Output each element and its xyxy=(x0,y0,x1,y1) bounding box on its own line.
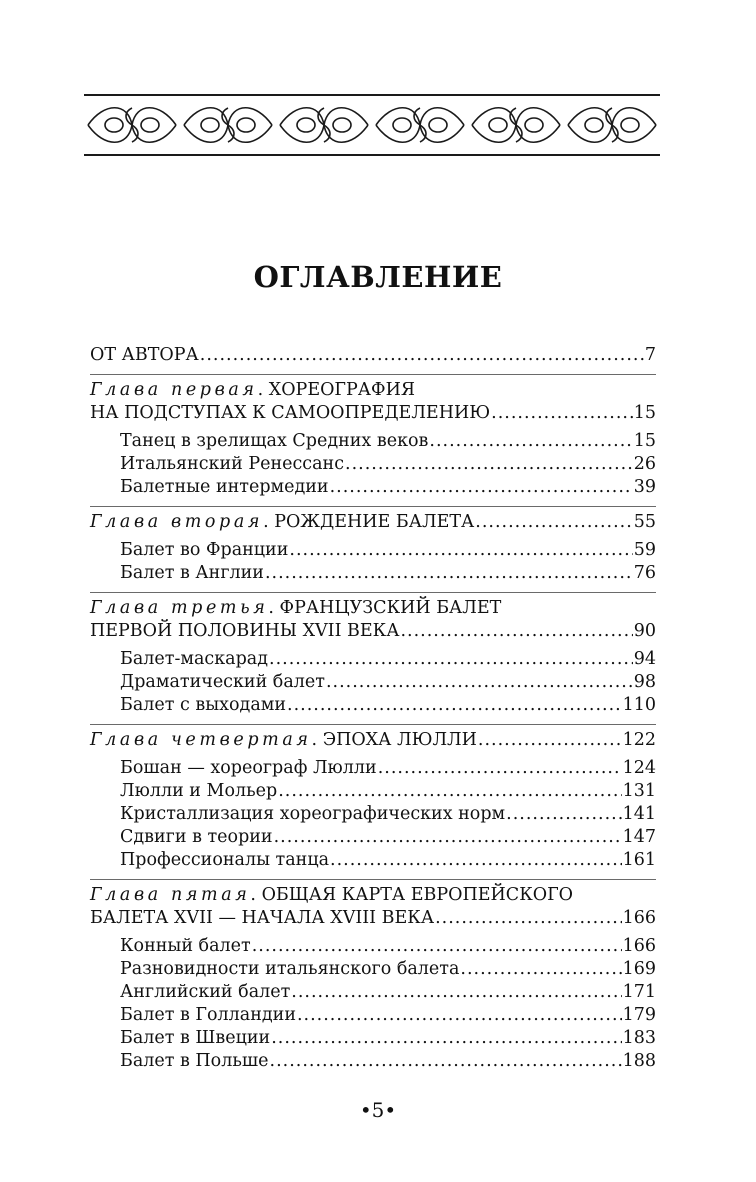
toc-subentry[interactable] xyxy=(90,849,656,872)
toc-subentry-page: 26 xyxy=(633,454,656,474)
toc-subentry-page: 141 xyxy=(622,804,656,824)
flourish-stroke xyxy=(585,118,603,132)
chapter-heading-line2[interactable] xyxy=(90,620,656,643)
leader-dots xyxy=(429,430,632,453)
toc-subentry-page: 59 xyxy=(633,540,656,560)
leader-dots xyxy=(289,539,632,562)
leader-dots xyxy=(435,907,622,930)
flourish-stroke xyxy=(525,118,543,132)
flourish-stroke xyxy=(237,118,255,132)
toc-section-chapter xyxy=(90,725,656,880)
leader-dots xyxy=(271,1027,621,1050)
flourish-stroke xyxy=(318,108,330,142)
toc-subentry[interactable] xyxy=(90,935,656,958)
toc-subentry-page: 94 xyxy=(633,649,656,669)
page-title: ОГЛАВЛЕНИЕ xyxy=(253,260,503,294)
chapter-heading[interactable] xyxy=(90,511,656,534)
chapter-subsections xyxy=(90,643,656,717)
chapter-title-line2: БАЛЕТА XVII — НАЧАЛА XVIII ВЕКА xyxy=(90,908,435,928)
toc-section-author xyxy=(90,340,656,375)
flourish-stroke xyxy=(297,118,315,132)
flourish-stroke xyxy=(510,108,522,142)
toc-subentry-page: 39 xyxy=(633,477,656,497)
chapter-title-line2: НА ПОДСТУПАХ К САМООПРЕДЕЛЕНИЮ xyxy=(90,403,491,423)
flourish-stroke xyxy=(105,118,123,132)
chapter-title: ЭПОХА ЛЮЛЛИ xyxy=(322,730,477,750)
chapter-label: Глава четвертая xyxy=(90,730,312,750)
leader-dots xyxy=(506,803,621,826)
toc-subentry-title: Балет во Франции xyxy=(120,540,289,560)
toc-subentry-title: Конный балет xyxy=(120,936,251,956)
leader-dots xyxy=(287,694,622,717)
flourish-ornament-icon xyxy=(84,98,660,152)
leader-dots xyxy=(460,958,621,981)
chapter-label: Глава пятая xyxy=(90,885,251,905)
toc-entry-author[interactable] xyxy=(90,344,656,367)
chapter-label-dot: . xyxy=(311,730,323,750)
toc-subentry-page: 161 xyxy=(622,850,656,870)
toc-entry-page: 7 xyxy=(644,345,656,365)
toc-section-chapter xyxy=(90,375,656,507)
toc-subentry-title: Люлли и Мольер xyxy=(120,781,278,801)
toc-subentry-page: 124 xyxy=(622,758,656,778)
toc-subentry[interactable] xyxy=(90,1027,656,1050)
leader-dots xyxy=(330,476,633,499)
toc-subentry[interactable] xyxy=(90,803,656,826)
leader-dots xyxy=(269,648,633,671)
toc-subentry-title: Профессионалы танца xyxy=(120,850,330,870)
toc-section-chapter xyxy=(90,593,656,725)
toc-subentry[interactable] xyxy=(90,648,656,671)
chapter-label: Глава вторая xyxy=(90,512,264,532)
toc-subentry[interactable] xyxy=(90,453,656,476)
toc-subentry-page: 98 xyxy=(633,672,656,692)
chapter-label-dot: . xyxy=(257,380,269,400)
toc-subentry[interactable] xyxy=(90,780,656,803)
toc-subentry-title: Танец в зрелищах Средних веков xyxy=(120,431,429,451)
toc-subentry-title: Разновидности итальянского балета xyxy=(120,959,460,979)
toc-subentry[interactable] xyxy=(90,430,656,453)
chapter-title: РОЖДЕНИЕ БАЛЕТА xyxy=(274,512,475,532)
leader-dots xyxy=(478,729,622,752)
toc-subentry[interactable] xyxy=(90,958,656,981)
leader-dots xyxy=(297,1004,622,1027)
flourish-stroke xyxy=(141,118,159,132)
toc-subentry-page: 15 xyxy=(633,431,656,451)
toc-subentry-page: 131 xyxy=(622,781,656,801)
toc-chapters xyxy=(90,375,656,1080)
flourish-stroke xyxy=(393,118,411,132)
toc-subentry[interactable] xyxy=(90,826,656,849)
toc-subentry-page: 183 xyxy=(622,1028,656,1048)
flourish-stroke xyxy=(429,118,447,132)
flourish-stroke xyxy=(126,108,138,142)
toc-subentry-title: Бошан — хореограф Люлли xyxy=(120,758,377,778)
toc-subentry-title: Балет в Швеции xyxy=(120,1028,271,1048)
chapter-subsections xyxy=(90,930,656,1073)
toc-subentry-page: 76 xyxy=(633,563,656,583)
leader-dots xyxy=(491,402,633,425)
toc-subentry[interactable] xyxy=(90,671,656,694)
leader-dots xyxy=(475,511,632,534)
flourish-stroke xyxy=(414,108,426,142)
toc-subentry-title: Английский балет xyxy=(120,982,291,1002)
chapter-page: 122 xyxy=(622,730,656,750)
table-of-contents xyxy=(90,340,656,1080)
decorative-ornament-band xyxy=(84,94,660,156)
chapter-heading-line1[interactable] xyxy=(90,379,656,402)
ornament-top-rule xyxy=(84,94,660,96)
toc-subentry-title: Кристаллизация хореографических норм xyxy=(120,804,506,824)
chapter-heading-line2[interactable] xyxy=(90,907,656,930)
chapter-label-dot: . xyxy=(268,598,280,618)
chapter-heading-line1[interactable] xyxy=(90,597,656,620)
toc-subentry-title: Драматический балет xyxy=(120,672,325,692)
leader-dots xyxy=(326,671,633,694)
toc-entry-title: ОТ АВТОРА xyxy=(90,345,199,365)
chapter-label-dot: . xyxy=(250,885,262,905)
chapter-title-line2: ПЕРВОЙ ПОЛОВИНЫ XVII ВЕКА xyxy=(90,621,400,641)
leader-dots xyxy=(278,780,621,803)
toc-subentry-title: Сдвиги в теории xyxy=(120,827,273,847)
flourish-stroke xyxy=(489,118,507,132)
toc-subentry[interactable] xyxy=(90,1050,656,1073)
leader-dots xyxy=(291,981,621,1004)
leader-dots xyxy=(265,562,633,585)
leader-dots xyxy=(274,826,622,849)
leader-dots xyxy=(378,757,622,780)
chapter-label: Глава третья xyxy=(90,598,269,618)
toc-section-chapter xyxy=(90,880,656,1080)
flourish-stroke xyxy=(606,108,618,142)
leader-dots xyxy=(330,849,622,872)
toc-subentry-title: Балет с выходами xyxy=(120,695,287,715)
chapter-page: 55 xyxy=(633,512,656,532)
leader-dots xyxy=(200,344,644,367)
chapter-title-line1: ХОРЕОГРАФИЯ xyxy=(268,380,415,400)
toc-subentry-page: 147 xyxy=(622,827,656,847)
toc-section-chapter xyxy=(90,507,656,593)
flourish-stroke xyxy=(621,118,639,132)
leader-dots xyxy=(270,1050,622,1073)
flourish-stroke xyxy=(333,118,351,132)
chapter-page: 90 xyxy=(633,621,656,641)
toc-subentry[interactable] xyxy=(90,757,656,780)
toc-subentry-title: Балет в Голландии xyxy=(120,1005,296,1025)
leader-dots xyxy=(345,453,633,476)
chapter-label-dot: . xyxy=(263,512,275,532)
ornament-bottom-rule xyxy=(84,154,660,156)
toc-subentry-page: 166 xyxy=(622,936,656,956)
chapter-title-line1: ОБЩАЯ КАРТА ЕВРОПЕЙСКОГО xyxy=(261,885,574,905)
chapter-title-line1: ФРАНЦУЗСКИЙ БАЛЕТ xyxy=(279,598,502,618)
page-number: •5• xyxy=(359,1098,397,1122)
toc-subentry-page: 110 xyxy=(622,695,656,715)
toc-subentry[interactable] xyxy=(90,562,656,585)
toc-subentry-title: Балетные интермедии xyxy=(120,477,329,497)
toc-subentry[interactable] xyxy=(90,539,656,562)
flourish-stroke xyxy=(201,118,219,132)
chapter-heading-line1[interactable] xyxy=(90,884,656,907)
flourish-stroke xyxy=(222,108,234,142)
chapter-label: Глава первая xyxy=(90,380,258,400)
toc-subentry-page: 179 xyxy=(622,1005,656,1025)
toc-subentry[interactable] xyxy=(90,694,656,717)
chapter-page: 166 xyxy=(622,908,656,928)
toc-subentry-title: Балет в Англии xyxy=(120,563,264,583)
chapter-subsections xyxy=(90,752,656,872)
toc-subentry-page: 171 xyxy=(622,982,656,1002)
toc-subentry[interactable] xyxy=(90,1004,656,1027)
toc-subentry[interactable] xyxy=(90,476,656,499)
toc-subentry-title: Итальянский Ренессанс xyxy=(120,454,345,474)
chapter-subsections xyxy=(90,425,656,499)
chapter-subsections xyxy=(90,534,656,585)
chapter-heading[interactable] xyxy=(90,729,656,752)
chapter-page: 15 xyxy=(633,403,656,423)
toc-subentry[interactable] xyxy=(90,981,656,1004)
toc-subentry-page: 188 xyxy=(622,1051,656,1071)
leader-dots xyxy=(252,935,622,958)
leader-dots xyxy=(400,620,632,643)
toc-subentry-title: Балет-маскарад xyxy=(120,649,268,669)
toc-subentry-title: Балет в Польше xyxy=(120,1051,269,1071)
chapter-heading-line2[interactable] xyxy=(90,402,656,425)
toc-subentry-page: 169 xyxy=(622,959,656,979)
